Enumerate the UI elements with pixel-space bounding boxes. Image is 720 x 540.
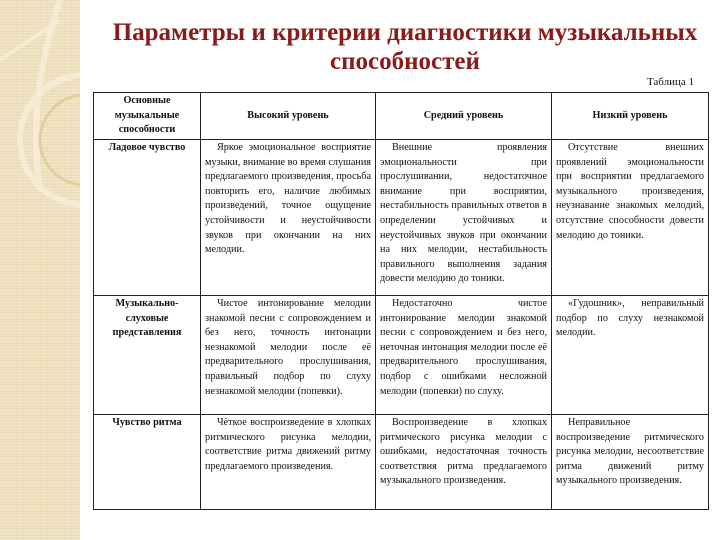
table-row xyxy=(94,140,709,296)
header-high: Высокий уровень xyxy=(201,93,376,140)
decorative-curves-icon xyxy=(0,0,80,540)
low-level-cell: «Гудошник», неправильный подбор по слуху незнакомой мелодии. xyxy=(552,296,709,415)
table-header-row xyxy=(94,93,709,140)
high-level-cell: Чистое интонирование мелодии знакомой песни с сопровождением и без него, точность интонации незнакомой мелодии после её предварительного прослушивания, правильный подбор по слуху незнакомой мелодии (попевки). xyxy=(201,296,376,415)
header-low: Низкий уровень xyxy=(552,93,709,140)
table-caption: Таблица 1 xyxy=(646,76,694,88)
ability-cell: Музыкально-слуховые представления xyxy=(94,296,201,415)
decorative-side-band xyxy=(0,0,80,540)
criteria-table xyxy=(93,92,709,510)
high-level-cell: Яркое эмоциональное восприятие музыки, внимание во время слушания предлагаемого произведения, просьба повторить его, наличие любимых произведений, точное ощущение устойчивости и неустойчивости звуков при окончании на них мелодии. xyxy=(201,140,376,296)
ability-cell: Чувство ритма xyxy=(94,415,201,510)
table-row xyxy=(94,415,709,510)
medium-level-cell: Внешние проявления эмоциональности при прослушивании, недостаточное внимание при восприятии, нестабильность правильных ответов в определении устойчивых и неустойчивых звуков при окончании на них мелодии, нестабильность правильного выполнения задания довести мелодию до тоники. xyxy=(376,140,552,296)
medium-level-cell: Воспроизведение в хлопках ритмического рисунка мелодии с ошибками, недостаточная точность соответствия ритма предлагаемого музыкального произведения. xyxy=(376,415,552,510)
low-level-cell: Отсутствие внешних проявлений эмоциональности при восприятии предлагаемого музыкального произведения, неузнавание знакомых мелодий, отсутствие способности довести мелодию до тоники. xyxy=(552,140,709,296)
page-title: Параметры и критерии диагностики музыкальных способностей xyxy=(112,19,698,75)
high-level-cell: Чёткое воспроизведение в хлопках ритмического рисунка мелодии, соответствие ритма движений ритму предлагаемого произведения. xyxy=(201,415,376,510)
low-level-cell: Неправильное воспроизведение ритмического рисунка мелодии, несоответствие ритма движений ритму музыкального произведения. xyxy=(552,415,709,510)
table-row xyxy=(94,296,709,415)
header-ability: Основные музыкальные способности xyxy=(94,93,201,140)
ability-cell: Ладовое чувство xyxy=(94,140,201,296)
header-medium: Средний уровень xyxy=(376,93,552,140)
medium-level-cell: Недостаточно чистое интонирование мелодии знакомой песни с сопровождением и без него, неточная интонация мелодии после её предварительного прослушивания, подбор с ошибками несложной мелодии (попевки) по слуху. xyxy=(376,296,552,415)
